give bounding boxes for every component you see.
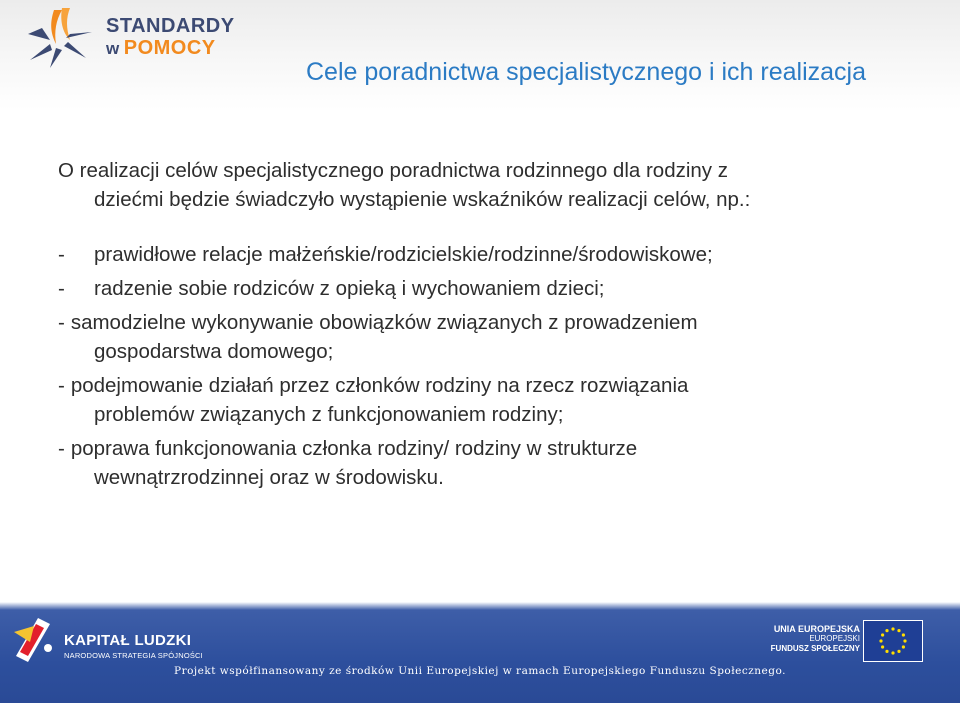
list-item [58, 240, 928, 269]
kapital-ludzki-logo [10, 612, 220, 667]
intro-line2: dziećmi będzie świadczyło wystąpienie wskaźników realizacji celów, np.: [94, 188, 751, 211]
standardy-w-pomocy-logo [20, 4, 240, 70]
ue-line2: EUROPEJSKI [809, 634, 860, 644]
eu-flag-icon [863, 620, 923, 662]
list-item-line2: gospodarstwa domowego; [94, 340, 334, 363]
list-item-text: prawidłowe relacje małżeńskie/rodzicielskie/rodzinne/środowiskowe; [94, 243, 713, 266]
slide-title: Cele poradnictwa specjalistycznego i ich realizacja [306, 58, 866, 86]
list-item-line2: wewnątrzrodzinnej oraz w środowisku. [94, 466, 444, 489]
list-item-dash: - [58, 311, 65, 334]
list-item-line1: podejmowanie działań przez członków rodziny na rzecz rozwiązania [70, 374, 689, 397]
kapital-ludzki-subtitle: NARODOWA STRATEGIA SPÓJNOŚCI [64, 651, 203, 660]
list-item-dash: - [58, 243, 65, 266]
slide-content [58, 156, 928, 497]
cofinancing-note: Projekt współfinansowany ze środków Unii Europejskiej w ramach Europejskiego Funduszu Społecznego. [174, 665, 786, 677]
star-swoosh-icon [20, 4, 100, 70]
list-item-text: radzenie sobie rodziców z opieką i wychowaniem dzieci; [94, 277, 605, 300]
logo-line2-prefix: w [106, 39, 120, 58]
list-item-line1: poprawa funkcjonowania członka rodziny/ rodziny w strukturze [70, 437, 638, 460]
list-item [58, 434, 928, 492]
ue-text [771, 624, 860, 653]
intro-paragraph [58, 156, 928, 214]
kapital-ludzki-flag-icon [10, 612, 60, 668]
logo-line2-main: POMOCY [123, 37, 216, 59]
list-item [58, 371, 928, 429]
ue-line1: UNIA EUROPEJSKA [773, 624, 860, 634]
list-item-dash: - [58, 437, 65, 460]
list-item [58, 274, 928, 303]
list-item-line2: problemów związanych z funkcjonowaniem rodziny; [94, 403, 564, 426]
logo-line1: STANDARDY [106, 15, 235, 37]
intro-line1: O realizacji celów specjalistycznego poradnictwa rodzinnego dla rodziny z [58, 159, 729, 182]
list-item-line1: samodzielne wykonywanie obowiązków związanych z prowadzeniem [70, 311, 698, 334]
kapital-ludzki-title: KAPITAŁ LUDZKI [64, 632, 192, 649]
logo-line2 [106, 38, 235, 58]
list-item [58, 308, 928, 366]
list-item-dash: - [58, 374, 65, 397]
ue-line3: FUNDUSZ SPOŁECZNY [770, 643, 860, 653]
list-item-dash: - [58, 277, 65, 300]
footer-bar [0, 602, 960, 703]
